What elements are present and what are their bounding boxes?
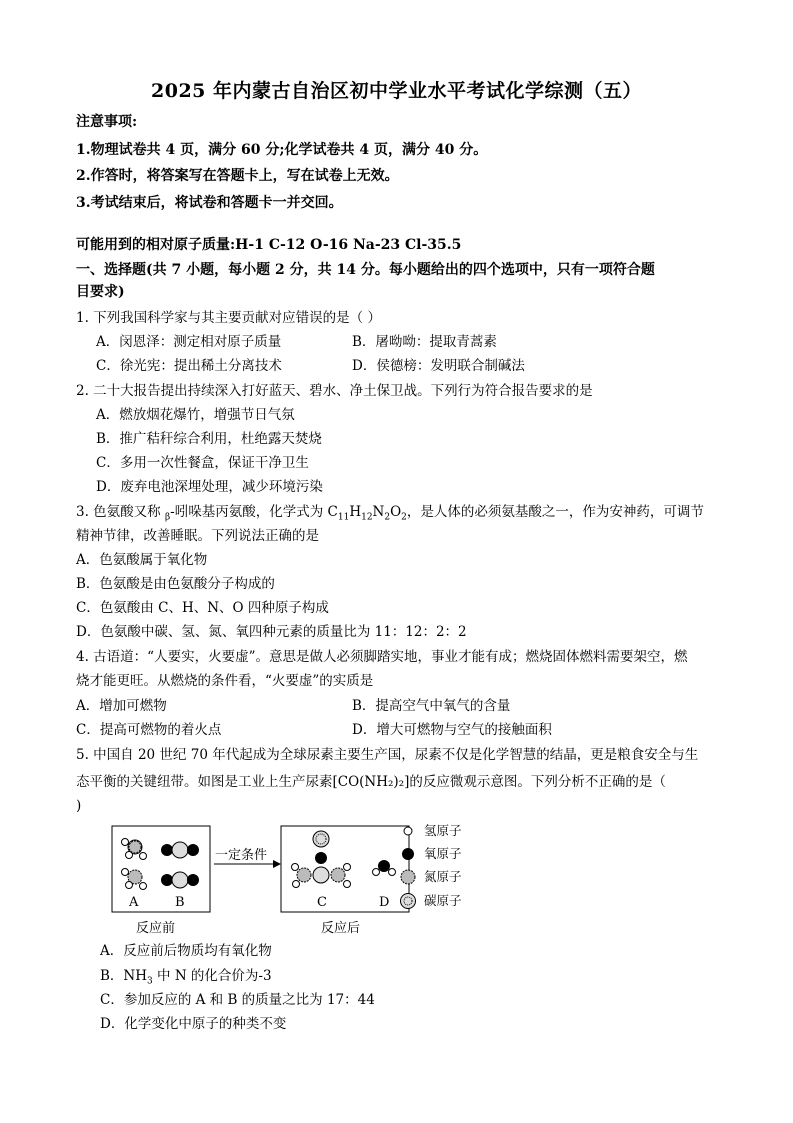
- q2-stem: 2. 二十大报告提出持续深入打好蓝天、碧水、净土保卫战。下列行为符合报告要求的是: [76, 383, 593, 399]
- q2-option-a: A．燃放烟花爆竹，增强节日气氛: [96, 407, 295, 423]
- molecule-d: [373, 860, 396, 876]
- q5-option-b: [100, 966, 272, 992]
- q4-option-b: B．提高空气中氧气的含量: [352, 698, 511, 714]
- arrow-head: [273, 860, 281, 868]
- atomic-masses: 可能用到的相对原子质量:H-1 C-12 O-16 Na-23 Cl-35.5: [76, 237, 462, 253]
- q3-stem-part2: -吲哚基丙氨酸，化学式为 C: [170, 504, 338, 520]
- section-heading-line2: 目要求): [76, 284, 125, 300]
- molecule-c: [292, 831, 351, 888]
- diagram-legend: [400, 822, 510, 917]
- q3-stem-line2: 精神节律，改善睡眠。下列说法正确的是: [76, 528, 319, 544]
- legend-hydrogen: 氢原子: [424, 823, 462, 838]
- legend-carbon: 碳原子: [424, 893, 462, 908]
- q1-option-c: C．徐光宪：提出稀土分离技术: [96, 358, 282, 374]
- q2-option-c: C．多用一次性餐盒，保证干净卫生: [96, 455, 309, 471]
- q5-urea-formula: [CO(NH₂)₂]: [332, 774, 410, 790]
- q3-option-c: C．色氨酸由 C、H、N、O 四种原子构成: [76, 600, 329, 616]
- q1-stem: 1. 下列我国科学家与其主要贡献对应错误的是（ ）: [76, 310, 381, 326]
- q3-option-a: A．色氨酸属于氧化物: [76, 552, 208, 568]
- oxygen-atom-icon: [400, 845, 420, 863]
- q5-option-a: A．反应前后物质均有氧化物: [100, 943, 272, 959]
- q3-stem-part1: 3. 色氨酸又称: [76, 504, 165, 520]
- q3-formula-o: O: [390, 504, 402, 520]
- legend-nitrogen: 氮原子: [424, 869, 462, 884]
- q5-option-d: D．化学变化中原子的种类不变: [100, 1016, 287, 1032]
- q3-formula-n: N: [372, 504, 385, 520]
- q2-option-b: B．推广秸秆综合利用，杜绝露天焚烧: [96, 431, 322, 447]
- label-b: B: [175, 895, 185, 910]
- q3-formula-sub-o: 2: [401, 512, 407, 523]
- label-before: 反应前: [136, 921, 176, 936]
- q3-beta-sub: β: [164, 512, 171, 523]
- q3-option-d: D．色氨酸中碳、氢、氮、氧四种元素的质量比为 11：12：2：2: [76, 624, 467, 640]
- label-d: D: [379, 895, 390, 910]
- q4-stem-line1: 4. 古语道：“人要实，火要虚”。意思是做人必须脚踏实地，事业才能有成；燃烧固体燃料需要架空，燃: [76, 649, 688, 665]
- section-heading: [76, 259, 726, 303]
- label-after: 反应后: [321, 921, 361, 936]
- nitrogen-atom-icon: [400, 868, 420, 886]
- q2-option-d: D．废弃电池深埋处理，减少环境污染: [96, 479, 323, 495]
- q4-option-a: A．增加可燃物: [76, 698, 167, 714]
- q3-stem-part3: ，是人体的必须氨基酸之一，作为安神药，可调节: [406, 504, 704, 520]
- q3-stem-line1: [76, 502, 704, 528]
- arrow-label: 一定条件: [215, 848, 268, 863]
- q5-option-b-part2: 中 N 的化合价为-3: [152, 968, 272, 984]
- q4-option-c: C．提高可燃物的着火点: [76, 722, 222, 738]
- q3-formula-sub-h: 12: [361, 512, 373, 523]
- label-c: C: [317, 895, 327, 910]
- q5-option-b-sub: 3: [147, 976, 153, 987]
- page-title: 2025 年内蒙古自治区初中学业水平考试化学综测（五）: [151, 80, 642, 102]
- molecule-b-1: [161, 842, 199, 858]
- q3-formula-h: H: [349, 504, 362, 520]
- molecule-b-2: [161, 872, 199, 888]
- q4-stem-line2: 烧才能更旺。从燃烧的条件看，“火要虚”的实质是: [76, 673, 374, 689]
- q3-formula-sub-c: 11: [337, 512, 350, 523]
- q1-option-d: D．侯德榜：发明联合制碱法: [352, 358, 525, 374]
- label-a: A: [129, 895, 139, 910]
- notice-item-2: 2.作答时，将答案写在答题卡上，写在试卷上无效。: [76, 168, 399, 184]
- legend-oxygen: 氧原子: [424, 846, 462, 861]
- notice-item-3: 3.考试结束后，将试卷和答题卡一并交回。: [76, 195, 343, 211]
- q5-option-b-part1: B．NH: [100, 968, 148, 984]
- q5-option-c: C．参加反应的 A 和 B 的质量之比为 17：44: [100, 992, 375, 1008]
- q3-formula-sub-n: 2: [384, 512, 391, 523]
- q5-stem-line3: ): [76, 798, 82, 814]
- q5-stem-line2: [76, 772, 666, 792]
- q5-stem-line1: 5. 中国自 20 世纪 70 年代起成为全球尿素主要生产国，尿素不仅是化学智慧的结晶，更是粮食安全与生: [76, 747, 699, 763]
- hydrogen-atom-icon: [400, 822, 420, 840]
- q4-option-d: D．增大可燃物与空气的接触面积: [352, 722, 552, 738]
- q5-stem-part2: 的反应微观示意图。下列分析不正确的是（: [409, 774, 666, 790]
- q5-stem-part1: 态平衡的关键纽带。如图是工业上生产尿素: [76, 774, 333, 790]
- q1-option-a: A．闵恩泽：测定相对原子质量: [96, 334, 282, 350]
- molecule-a-1: [122, 839, 147, 860]
- carbon-atom-icon: [400, 892, 420, 910]
- section-heading-line1: 一、选择题(共 7 小题，每小题 2 分，共 14 分。每小题给出的四个选项中，只有一项符合题: [76, 262, 655, 278]
- notice-item-1: 1.物理试卷共 4 页，满分 60 分;化学试卷共 4 页，满分 40 分。: [76, 142, 488, 158]
- q3-option-b: B．色氨酸是由色氨酸分子构成的: [76, 576, 275, 592]
- notice-heading: 注意事项:: [76, 114, 138, 130]
- q1-option-b: B．屠呦呦：提取青蒿素: [352, 334, 497, 350]
- molecule-a-2: [122, 869, 147, 890]
